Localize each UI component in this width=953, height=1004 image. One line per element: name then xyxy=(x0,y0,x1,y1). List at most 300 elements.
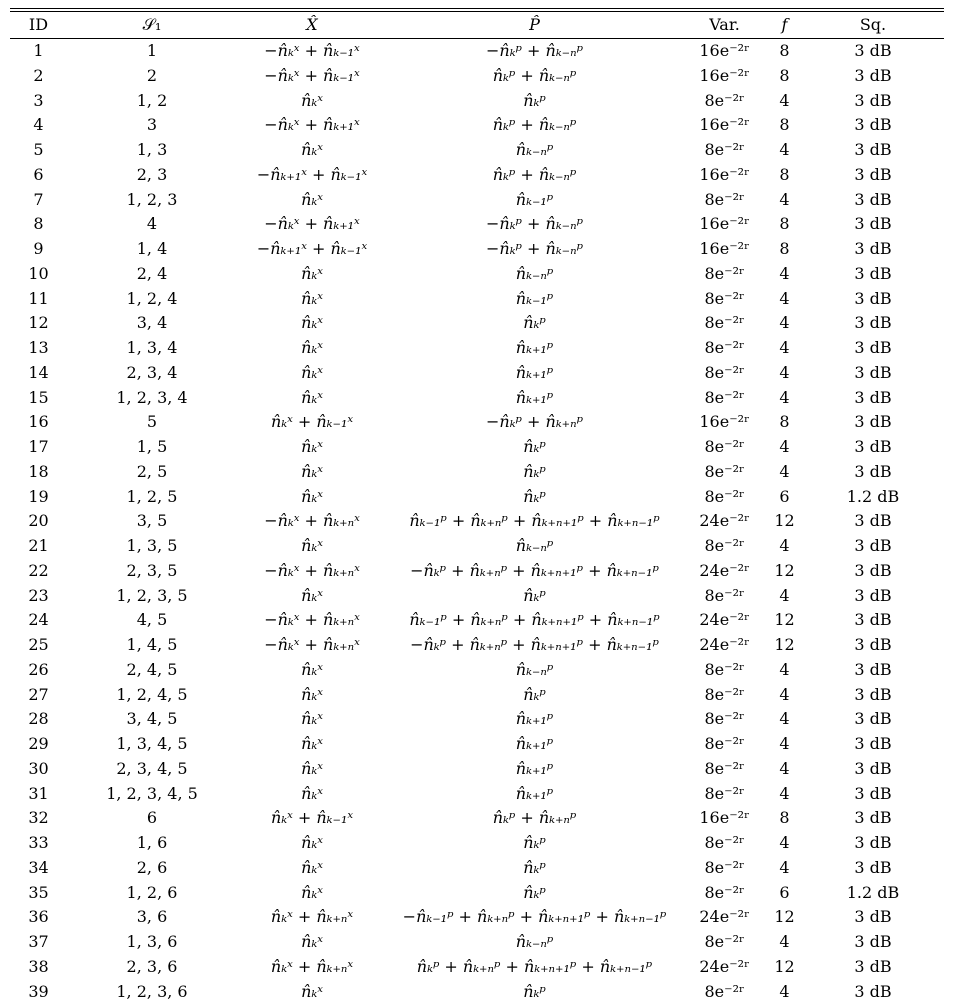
p-hat-cell: n̂ₖᵖ xyxy=(387,485,682,510)
f-cell: 4 xyxy=(767,831,802,856)
squeezing-cell: 3 dB xyxy=(802,608,944,633)
x-hat-cell: n̂ₖˣ xyxy=(237,856,387,881)
variance-cell: 16e⁻²ʳ xyxy=(682,410,767,435)
id-cell: 1 xyxy=(10,39,67,64)
s1-cell: 1, 3, 4 xyxy=(67,336,237,361)
f-cell: 4 xyxy=(767,386,802,411)
f-cell: 4 xyxy=(767,460,802,485)
p-hat-cell: n̂ₖ₋ₙᵖ xyxy=(387,658,682,683)
p-hat-cell: n̂ₖᵖ xyxy=(387,683,682,708)
table-row xyxy=(10,262,944,287)
x-hat-cell: n̂ₖˣ + n̂ₖ₊ₙˣ xyxy=(237,955,387,980)
id-cell: 13 xyxy=(10,336,67,361)
s1-cell: 1, 3, 5 xyxy=(67,534,237,559)
squeezing-cell: 3 dB xyxy=(802,955,944,980)
s1-cell: 2, 3, 5 xyxy=(67,559,237,584)
x-hat-cell: n̂ₖˣ xyxy=(237,336,387,361)
squeezing-cell: 3 dB xyxy=(802,212,944,237)
table-row xyxy=(10,460,944,485)
squeezing-cell: 3 dB xyxy=(802,188,944,213)
s1-cell: 1, 2, 4 xyxy=(67,287,237,312)
p-hat-cell: −n̂ₖᵖ + n̂ₖ₋ₙᵖ xyxy=(387,212,682,237)
table-row xyxy=(10,905,944,930)
variance-cell: 8e⁻²ʳ xyxy=(682,287,767,312)
p-hat-cell: n̂ₖᵖ xyxy=(387,311,682,336)
p-hat-cell: n̂ₖᵖ xyxy=(387,460,682,485)
s1-cell: 2 xyxy=(67,64,237,89)
id-cell: 11 xyxy=(10,287,67,312)
x-hat-cell: −n̂ₖˣ + n̂ₖ₊ₙˣ xyxy=(237,509,387,534)
f-cell: 4 xyxy=(767,683,802,708)
squeezing-cell: 3 dB xyxy=(802,64,944,89)
x-hat-cell: −n̂ₖˣ + n̂ₖ₊₁ˣ xyxy=(237,212,387,237)
table-row xyxy=(10,435,944,460)
s1-cell: 1 xyxy=(67,39,237,64)
variance-cell: 16e⁻²ʳ xyxy=(682,39,767,64)
table-row xyxy=(10,732,944,757)
f-cell: 8 xyxy=(767,806,802,831)
squeezing-cell: 3 dB xyxy=(802,361,944,386)
p-hat-cell: −n̂ₖᵖ + n̂ₖ₋ₙᵖ xyxy=(387,237,682,262)
x-hat-cell: n̂ₖˣ xyxy=(237,782,387,807)
p-hat-cell: n̂ₖ₋₁ᵖ xyxy=(387,188,682,213)
squeezing-cell: 3 dB xyxy=(802,262,944,287)
squeezing-cell: 3 dB xyxy=(802,509,944,534)
table-row xyxy=(10,534,944,559)
p-hat-cell: n̂ₖᵖ + n̂ₖ₋ₙᵖ xyxy=(387,163,682,188)
s1-cell: 1, 2, 6 xyxy=(67,881,237,906)
p-hat-cell: n̂ₖᵖ xyxy=(387,584,682,609)
header-id: ID xyxy=(10,12,67,39)
id-cell: 23 xyxy=(10,584,67,609)
table-row xyxy=(10,980,944,1004)
f-cell: 6 xyxy=(767,881,802,906)
id-cell: 37 xyxy=(10,930,67,955)
x-hat-cell: −n̂ₖˣ + n̂ₖ₊ₙˣ xyxy=(237,633,387,658)
id-cell: 26 xyxy=(10,658,67,683)
x-hat-cell: −n̂ₖˣ + n̂ₖ₊ₙˣ xyxy=(237,608,387,633)
table-row xyxy=(10,485,944,510)
s1-cell: 2, 3, 4 xyxy=(67,361,237,386)
id-cell: 17 xyxy=(10,435,67,460)
p-hat-cell: n̂ₖᵖ xyxy=(387,856,682,881)
variance-cell: 8e⁻²ʳ xyxy=(682,584,767,609)
x-hat-cell: n̂ₖˣ xyxy=(237,89,387,114)
s1-cell: 1, 2, 5 xyxy=(67,485,237,510)
x-hat-cell: n̂ₖˣ xyxy=(237,881,387,906)
p-hat-cell: n̂ₖ₊₁ᵖ xyxy=(387,386,682,411)
squeezing-cell: 3 dB xyxy=(802,831,944,856)
table-row xyxy=(10,163,944,188)
s1-cell: 3 xyxy=(67,113,237,138)
p-hat-cell: n̂ₖ₋ₙᵖ xyxy=(387,534,682,559)
x-hat-cell: n̂ₖˣ xyxy=(237,485,387,510)
p-hat-cell: n̂ₖ₋ₙᵖ xyxy=(387,138,682,163)
table-row xyxy=(10,559,944,584)
squeezing-cell: 3 dB xyxy=(802,287,944,312)
id-cell: 10 xyxy=(10,262,67,287)
f-cell: 4 xyxy=(767,732,802,757)
x-hat-cell: n̂ₖˣ xyxy=(237,980,387,1004)
table-row xyxy=(10,831,944,856)
s1-cell: 3, 4, 5 xyxy=(67,707,237,732)
variance-cell: 24e⁻²ʳ xyxy=(682,608,767,633)
squeezing-cell: 3 dB xyxy=(802,163,944,188)
s1-cell: 3, 4 xyxy=(67,311,237,336)
table-row xyxy=(10,584,944,609)
f-cell: 4 xyxy=(767,757,802,782)
variance-cell: 8e⁻²ʳ xyxy=(682,311,767,336)
header-variance: Var. xyxy=(682,12,767,39)
variance-cell: 8e⁻²ʳ xyxy=(682,980,767,1004)
x-hat-cell: n̂ₖˣ xyxy=(237,683,387,708)
variance-cell: 16e⁻²ʳ xyxy=(682,212,767,237)
squeezing-cell: 1.2 dB xyxy=(802,881,944,906)
squeezing-cell: 3 dB xyxy=(802,782,944,807)
variance-cell: 8e⁻²ʳ xyxy=(682,188,767,213)
f-cell: 8 xyxy=(767,237,802,262)
p-hat-cell: −n̂ₖ₋₁ᵖ + n̂ₖ₊ₙᵖ + n̂ₖ₊ₙ₊₁ᵖ + n̂ₖ₊ₙ₋₁ᵖ xyxy=(387,905,682,930)
squeezing-cell: 3 dB xyxy=(802,732,944,757)
s1-cell: 6 xyxy=(67,806,237,831)
id-cell: 30 xyxy=(10,757,67,782)
p-hat-cell: n̂ₖ₋₁ᵖ + n̂ₖ₊ₙᵖ + n̂ₖ₊ₙ₊₁ᵖ + n̂ₖ₊ₙ₋₁ᵖ xyxy=(387,509,682,534)
variance-cell: 16e⁻²ʳ xyxy=(682,163,767,188)
variance-cell: 8e⁻²ʳ xyxy=(682,757,767,782)
squeezing-cell: 3 dB xyxy=(802,658,944,683)
p-hat-cell: n̂ₖᵖ + n̂ₖ₋ₙᵖ xyxy=(387,113,682,138)
table-row xyxy=(10,311,944,336)
x-hat-cell: n̂ₖˣ + n̂ₖ₋₁ˣ xyxy=(237,410,387,435)
x-hat-cell: n̂ₖˣ xyxy=(237,757,387,782)
s1-cell: 1, 2, 4, 5 xyxy=(67,683,237,708)
f-cell: 12 xyxy=(767,905,802,930)
x-hat-cell: n̂ₖˣ xyxy=(237,534,387,559)
variance-cell: 8e⁻²ʳ xyxy=(682,683,767,708)
id-cell: 8 xyxy=(10,212,67,237)
squeezing-cell: 1.2 dB xyxy=(802,485,944,510)
x-hat-cell: −n̂ₖ₊₁ˣ + n̂ₖ₋₁ˣ xyxy=(237,237,387,262)
id-cell: 9 xyxy=(10,237,67,262)
f-cell: 4 xyxy=(767,584,802,609)
f-cell: 6 xyxy=(767,485,802,510)
variance-cell: 8e⁻²ʳ xyxy=(682,782,767,807)
f-cell: 4 xyxy=(767,188,802,213)
s1-cell: 1, 2, 3, 5 xyxy=(67,584,237,609)
header-s1: 𝒮₁ xyxy=(67,12,237,39)
x-hat-cell: n̂ₖˣ xyxy=(237,311,387,336)
x-hat-cell: n̂ₖˣ xyxy=(237,287,387,312)
variance-cell: 16e⁻²ʳ xyxy=(682,806,767,831)
s1-cell: 2, 4 xyxy=(67,262,237,287)
id-cell: 25 xyxy=(10,633,67,658)
variance-cell: 8e⁻²ʳ xyxy=(682,485,767,510)
variance-cell: 8e⁻²ʳ xyxy=(682,534,767,559)
f-cell: 8 xyxy=(767,163,802,188)
header-f: f xyxy=(767,12,802,39)
f-cell: 8 xyxy=(767,113,802,138)
x-hat-cell: n̂ₖˣ xyxy=(237,460,387,485)
f-cell: 4 xyxy=(767,435,802,460)
s1-cell: 1, 5 xyxy=(67,435,237,460)
id-cell: 12 xyxy=(10,311,67,336)
squeezing-cell: 3 dB xyxy=(802,89,944,114)
x-hat-cell: −n̂ₖˣ + n̂ₖ₋₁ˣ xyxy=(237,64,387,89)
table-row xyxy=(10,386,944,411)
p-hat-cell: n̂ₖᵖ xyxy=(387,435,682,460)
variance-cell: 24e⁻²ʳ xyxy=(682,559,767,584)
f-cell: 12 xyxy=(767,955,802,980)
variance-cell: 8e⁻²ʳ xyxy=(682,336,767,361)
squeezing-cell: 3 dB xyxy=(802,905,944,930)
table-row xyxy=(10,361,944,386)
table-row xyxy=(10,89,944,114)
header-squeezing: Sq. xyxy=(802,12,944,39)
p-hat-cell: n̂ₖ₋₁ᵖ + n̂ₖ₊ₙᵖ + n̂ₖ₊ₙ₊₁ᵖ + n̂ₖ₊ₙ₋₁ᵖ xyxy=(387,608,682,633)
p-hat-cell: n̂ₖ₊₁ᵖ xyxy=(387,361,682,386)
p-hat-cell: n̂ₖ₋ₙᵖ xyxy=(387,930,682,955)
p-hat-cell: n̂ₖ₋ₙᵖ xyxy=(387,262,682,287)
p-hat-cell: −n̂ₖᵖ + n̂ₖ₋ₙᵖ xyxy=(387,39,682,64)
x-hat-cell: −n̂ₖ₊₁ˣ + n̂ₖ₋₁ˣ xyxy=(237,163,387,188)
table-row xyxy=(10,633,944,658)
id-cell: 24 xyxy=(10,608,67,633)
x-hat-cell: n̂ₖˣ xyxy=(237,732,387,757)
s1-cell: 2, 3, 6 xyxy=(67,955,237,980)
x-hat-cell: n̂ₖˣ xyxy=(237,435,387,460)
x-hat-cell: n̂ₖˣ xyxy=(237,262,387,287)
x-hat-cell: −n̂ₖˣ + n̂ₖ₊ₙˣ xyxy=(237,559,387,584)
f-cell: 4 xyxy=(767,89,802,114)
variance-cell: 24e⁻²ʳ xyxy=(682,509,767,534)
x-hat-cell: n̂ₖˣ + n̂ₖ₊ₙˣ xyxy=(237,905,387,930)
variance-cell: 8e⁻²ʳ xyxy=(682,460,767,485)
s1-cell: 3, 5 xyxy=(67,509,237,534)
squeezing-cell: 3 dB xyxy=(802,707,944,732)
s1-cell: 2, 3 xyxy=(67,163,237,188)
s1-cell: 5 xyxy=(67,410,237,435)
squeezing-cell: 3 dB xyxy=(802,113,944,138)
s1-cell: 1, 6 xyxy=(67,831,237,856)
f-cell: 12 xyxy=(767,509,802,534)
header-p-hat: P̂ xyxy=(387,12,682,39)
squeezing-cell: 3 dB xyxy=(802,930,944,955)
table-row xyxy=(10,237,944,262)
id-cell: 34 xyxy=(10,856,67,881)
f-cell: 4 xyxy=(767,980,802,1004)
table-row xyxy=(10,782,944,807)
variance-cell: 24e⁻²ʳ xyxy=(682,633,767,658)
variance-cell: 8e⁻²ʳ xyxy=(682,732,767,757)
squeezing-cell: 3 dB xyxy=(802,435,944,460)
id-cell: 3 xyxy=(10,89,67,114)
id-cell: 18 xyxy=(10,460,67,485)
s1-cell: 2, 6 xyxy=(67,856,237,881)
variance-cell: 8e⁻²ʳ xyxy=(682,262,767,287)
variance-cell: 8e⁻²ʳ xyxy=(682,89,767,114)
squeezing-cell: 3 dB xyxy=(802,584,944,609)
f-cell: 4 xyxy=(767,287,802,312)
f-cell: 4 xyxy=(767,856,802,881)
id-cell: 5 xyxy=(10,138,67,163)
s1-cell: 1, 3, 6 xyxy=(67,930,237,955)
x-hat-cell: n̂ₖˣ xyxy=(237,658,387,683)
f-cell: 4 xyxy=(767,361,802,386)
s1-cell: 2, 5 xyxy=(67,460,237,485)
table-top-rule xyxy=(10,8,944,9)
f-cell: 4 xyxy=(767,262,802,287)
squeezing-cell: 3 dB xyxy=(802,757,944,782)
s1-cell: 1, 2, 3, 4 xyxy=(67,386,237,411)
squeezing-cell: 3 dB xyxy=(802,534,944,559)
table-row xyxy=(10,930,944,955)
s1-cell: 2, 4, 5 xyxy=(67,658,237,683)
p-hat-cell: n̂ₖ₋₁ᵖ xyxy=(387,287,682,312)
id-cell: 38 xyxy=(10,955,67,980)
id-cell: 14 xyxy=(10,361,67,386)
x-hat-cell: −n̂ₖˣ + n̂ₖ₋₁ˣ xyxy=(237,39,387,64)
variance-cell: 8e⁻²ʳ xyxy=(682,386,767,411)
x-hat-cell: n̂ₖˣ xyxy=(237,138,387,163)
x-hat-cell: n̂ₖˣ + n̂ₖ₋₁ˣ xyxy=(237,806,387,831)
x-hat-cell: n̂ₖˣ xyxy=(237,930,387,955)
f-cell: 4 xyxy=(767,782,802,807)
table-row xyxy=(10,287,944,312)
results-table xyxy=(10,12,944,1004)
variance-cell: 24e⁻²ʳ xyxy=(682,905,767,930)
p-hat-cell: n̂ₖᵖ + n̂ₖ₋ₙᵖ xyxy=(387,64,682,89)
squeezing-cell: 3 dB xyxy=(802,336,944,361)
s1-cell: 1, 3 xyxy=(67,138,237,163)
p-hat-cell: n̂ₖᵖ xyxy=(387,89,682,114)
variance-cell: 24e⁻²ʳ xyxy=(682,955,767,980)
table-row xyxy=(10,212,944,237)
p-hat-cell: −n̂ₖᵖ + n̂ₖ₊ₙᵖ + n̂ₖ₊ₙ₊₁ᵖ + n̂ₖ₊ₙ₋₁ᵖ xyxy=(387,633,682,658)
table-row xyxy=(10,955,944,980)
id-cell: 6 xyxy=(10,163,67,188)
squeezing-cell: 3 dB xyxy=(802,410,944,435)
results-table-container xyxy=(10,8,944,1004)
table-row xyxy=(10,509,944,534)
table-body xyxy=(10,39,944,1004)
id-cell: 19 xyxy=(10,485,67,510)
p-hat-cell: n̂ₖᵖ + n̂ₖ₊ₙᵖ xyxy=(387,806,682,831)
f-cell: 4 xyxy=(767,311,802,336)
squeezing-cell: 3 dB xyxy=(802,683,944,708)
p-hat-cell: −n̂ₖᵖ + n̂ₖ₊ₙᵖ xyxy=(387,410,682,435)
id-cell: 27 xyxy=(10,683,67,708)
id-cell: 39 xyxy=(10,980,67,1004)
x-hat-cell: n̂ₖˣ xyxy=(237,361,387,386)
s1-cell: 1, 2, 3, 6 xyxy=(67,980,237,1004)
squeezing-cell: 3 dB xyxy=(802,856,944,881)
squeezing-cell: 3 dB xyxy=(802,806,944,831)
squeezing-cell: 3 dB xyxy=(802,39,944,64)
header-x-hat: X̂ xyxy=(237,12,387,39)
f-cell: 12 xyxy=(767,633,802,658)
f-cell: 12 xyxy=(767,559,802,584)
squeezing-cell: 3 dB xyxy=(802,138,944,163)
f-cell: 8 xyxy=(767,212,802,237)
s1-cell: 1, 3, 4, 5 xyxy=(67,732,237,757)
variance-cell: 16e⁻²ʳ xyxy=(682,113,767,138)
f-cell: 4 xyxy=(767,658,802,683)
id-cell: 4 xyxy=(10,113,67,138)
id-cell: 28 xyxy=(10,707,67,732)
s1-cell: 1, 2, 3 xyxy=(67,188,237,213)
table-row xyxy=(10,188,944,213)
table-row xyxy=(10,856,944,881)
table-row xyxy=(10,336,944,361)
variance-cell: 8e⁻²ʳ xyxy=(682,856,767,881)
x-hat-cell: n̂ₖˣ xyxy=(237,188,387,213)
table-row xyxy=(10,39,944,64)
variance-cell: 16e⁻²ʳ xyxy=(682,64,767,89)
p-hat-cell: n̂ₖᵖ xyxy=(387,831,682,856)
variance-cell: 8e⁻²ʳ xyxy=(682,138,767,163)
id-cell: 21 xyxy=(10,534,67,559)
s1-cell: 2, 3, 4, 5 xyxy=(67,757,237,782)
f-cell: 8 xyxy=(767,410,802,435)
table-row xyxy=(10,683,944,708)
variance-cell: 8e⁻²ʳ xyxy=(682,435,767,460)
squeezing-cell: 3 dB xyxy=(802,311,944,336)
id-cell: 7 xyxy=(10,188,67,213)
table-row xyxy=(10,707,944,732)
s1-cell: 1, 4 xyxy=(67,237,237,262)
p-hat-cell: n̂ₖᵖ xyxy=(387,881,682,906)
squeezing-cell: 3 dB xyxy=(802,460,944,485)
s1-cell: 1, 4, 5 xyxy=(67,633,237,658)
p-hat-cell: n̂ₖ₊₁ᵖ xyxy=(387,732,682,757)
variance-cell: 8e⁻²ʳ xyxy=(682,881,767,906)
s1-cell: 3, 6 xyxy=(67,905,237,930)
f-cell: 8 xyxy=(767,64,802,89)
variance-cell: 8e⁻²ʳ xyxy=(682,831,767,856)
table-row xyxy=(10,806,944,831)
id-cell: 32 xyxy=(10,806,67,831)
x-hat-cell: n̂ₖˣ xyxy=(237,831,387,856)
table-row xyxy=(10,64,944,89)
s1-cell: 1, 2 xyxy=(67,89,237,114)
p-hat-cell: n̂ₖ₊₁ᵖ xyxy=(387,757,682,782)
f-cell: 4 xyxy=(767,930,802,955)
p-hat-cell: n̂ₖ₊₁ᵖ xyxy=(387,707,682,732)
f-cell: 4 xyxy=(767,534,802,559)
table-row xyxy=(10,608,944,633)
x-hat-cell: n̂ₖˣ xyxy=(237,386,387,411)
id-cell: 16 xyxy=(10,410,67,435)
f-cell: 4 xyxy=(767,707,802,732)
f-cell: 4 xyxy=(767,138,802,163)
variance-cell: 8e⁻²ʳ xyxy=(682,361,767,386)
f-cell: 8 xyxy=(767,39,802,64)
id-cell: 31 xyxy=(10,782,67,807)
id-cell: 20 xyxy=(10,509,67,534)
s1-cell: 4, 5 xyxy=(67,608,237,633)
table-row xyxy=(10,658,944,683)
id-cell: 36 xyxy=(10,905,67,930)
squeezing-cell: 3 dB xyxy=(802,633,944,658)
p-hat-cell: n̂ₖ₊₁ᵖ xyxy=(387,336,682,361)
squeezing-cell: 3 dB xyxy=(802,386,944,411)
squeezing-cell: 3 dB xyxy=(802,980,944,1004)
variance-cell: 8e⁻²ʳ xyxy=(682,658,767,683)
id-cell: 15 xyxy=(10,386,67,411)
p-hat-cell: n̂ₖᵖ xyxy=(387,980,682,1004)
id-cell: 33 xyxy=(10,831,67,856)
id-cell: 22 xyxy=(10,559,67,584)
